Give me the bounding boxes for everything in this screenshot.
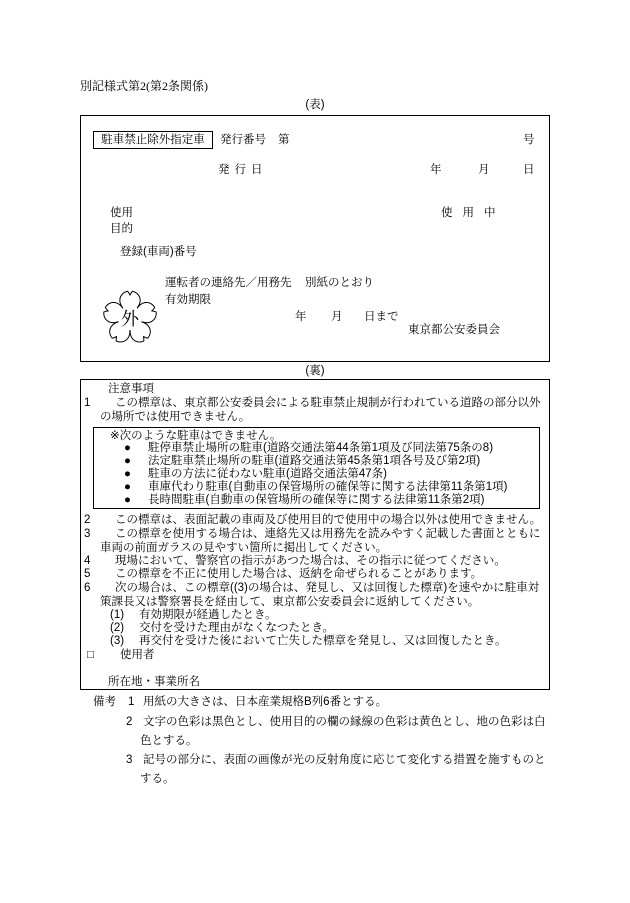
contact-value: 別紙のとおり <box>305 277 374 289</box>
sub-item-text: 交付を受けた理由がなくなつたとき。 <box>139 622 335 634</box>
remark-number: 3 <box>126 754 133 766</box>
prohibited-item: 車庫代わり駐車(自動車の保管場所の確保等に関する法律第11条第1項) <box>148 481 508 493</box>
note-line: この標章は、表面記載の車両及び使用目的で使用中の場合以外は使用できません。 <box>115 514 542 526</box>
remark-line: 記号の部分に、表面の画像が光の反射角度に応じて変化する措置を施すものと <box>143 754 546 766</box>
remarks-title: 備考 <box>93 696 116 708</box>
note-line: 策課長又は警察署長を経由して、東京都公安委員会に返納してください。 <box>100 596 480 608</box>
front-heading: (表) <box>305 99 325 111</box>
sub-item-text: 有効期限が経過したとき。 <box>139 609 277 621</box>
note-number: 1 <box>84 397 91 409</box>
issue-number-suffix: 号 <box>523 134 535 146</box>
note-line: この標章を不正に使用した場合は、返納を命ぜられることがあります。 <box>115 568 483 580</box>
back-heading: (裏) <box>305 365 325 377</box>
form-reference: 別記様式第2(第2条関係) <box>80 79 208 93</box>
remark-number: 1 <box>128 696 135 708</box>
sub-item-number: (2) <box>110 622 125 634</box>
note-line: 次の場合は、この標章((3)の場合は、発見し、又は回復した標章)を速やかに駐車対 <box>115 582 540 594</box>
contact-label: 運転者の連絡先／用務先 <box>165 277 292 289</box>
issue-date-year: 年 <box>430 164 442 176</box>
remark-line: 色とする。 <box>140 735 198 747</box>
note-line: この標章は、東京都公安委員会による駐車禁止規制が行われている道路の部分以外 <box>115 397 541 409</box>
issue-date-label: 発行日 <box>218 164 268 176</box>
note-number: 6 <box>84 582 91 594</box>
in-use-label: 使用中 <box>441 207 506 219</box>
bullet-marker: ● <box>124 455 131 467</box>
note-number: 4 <box>84 555 91 567</box>
prohibited-item: 法定駐車禁止場所の駐車(道路交通法第45条第1項各号及び第2項) <box>148 455 481 467</box>
sakura-emblem-icon <box>100 288 160 348</box>
issue-date-day: 日 <box>523 164 535 176</box>
note-number: 2 <box>84 514 91 526</box>
prohibited-item: 駐停車禁止場所の駐車(道路交通法第44条第1項及び同法第75条の8) <box>148 442 494 454</box>
issue-number-label: 発行番号 <box>220 134 266 146</box>
prohibited-item: 長時間駐車(自動車の保管場所の確保等に関する法律第11条第2項) <box>148 494 485 506</box>
prohibited-title: ※次のような駐車はできません。 <box>110 430 282 442</box>
issuer: 東京都公安委員会 <box>408 324 500 336</box>
remark-line: 文字の色彩は黒色とし、使用目的の欄の縁線の色彩は黄色とし、地の色彩は白 <box>143 716 546 728</box>
emblem-char: 外 <box>121 309 139 329</box>
note-line: 現場において、警察官の指示があつた場合は、その指示に従つてください。 <box>115 555 506 567</box>
sub-item-text: 再交付を受けた後において亡失した標章を発見し、又は回復したとき。 <box>139 635 507 647</box>
registration-label: 登録(車両)番号 <box>120 246 197 258</box>
user-marker: □ <box>87 649 94 661</box>
validity-label: 有効期限 <box>165 294 211 306</box>
user-label: 使用者 <box>120 649 155 661</box>
validity-until: 日まで <box>364 311 399 323</box>
sub-item-number: (1) <box>110 609 125 621</box>
note-number: 5 <box>84 568 91 580</box>
validity-month: 月 <box>331 311 343 323</box>
note-line: この標章を使用する場合は、連絡先又は用務先を読みやすく記載した書面とともに <box>115 528 541 540</box>
remark-line: する。 <box>140 773 175 785</box>
address-label: 所在地・事業所名 <box>108 676 200 688</box>
purpose-label-line-1: 使用 <box>110 207 133 219</box>
issue-number-prefix: 第 <box>278 134 290 146</box>
validity-year: 年 <box>295 311 307 323</box>
sub-item-number: (3) <box>110 635 125 647</box>
note-line: の場所では使用できません。 <box>100 411 251 423</box>
issue-date-month: 月 <box>478 164 490 176</box>
prohibited-item: 駐車の方法に従わない駐車(道路交通法第47条) <box>148 468 387 480</box>
badge-label: 駐車禁止除外指定車 <box>93 131 213 149</box>
note-line: 車両の前面ガラスの見やすい箇所に掲出してください。 <box>100 542 388 554</box>
bullet-marker: ● <box>124 494 131 506</box>
bullet-marker: ● <box>124 468 131 480</box>
bullet-marker: ● <box>124 481 131 493</box>
purpose-label-line-2: 目的 <box>110 223 133 235</box>
notes-title: 注意事項 <box>108 383 154 395</box>
remark-number: 2 <box>126 716 133 728</box>
bullet-marker: ● <box>124 442 131 454</box>
note-number: 3 <box>84 528 91 540</box>
remark-line: 用紙の大きさは、日本産業規格B列6番とする。 <box>143 696 388 708</box>
